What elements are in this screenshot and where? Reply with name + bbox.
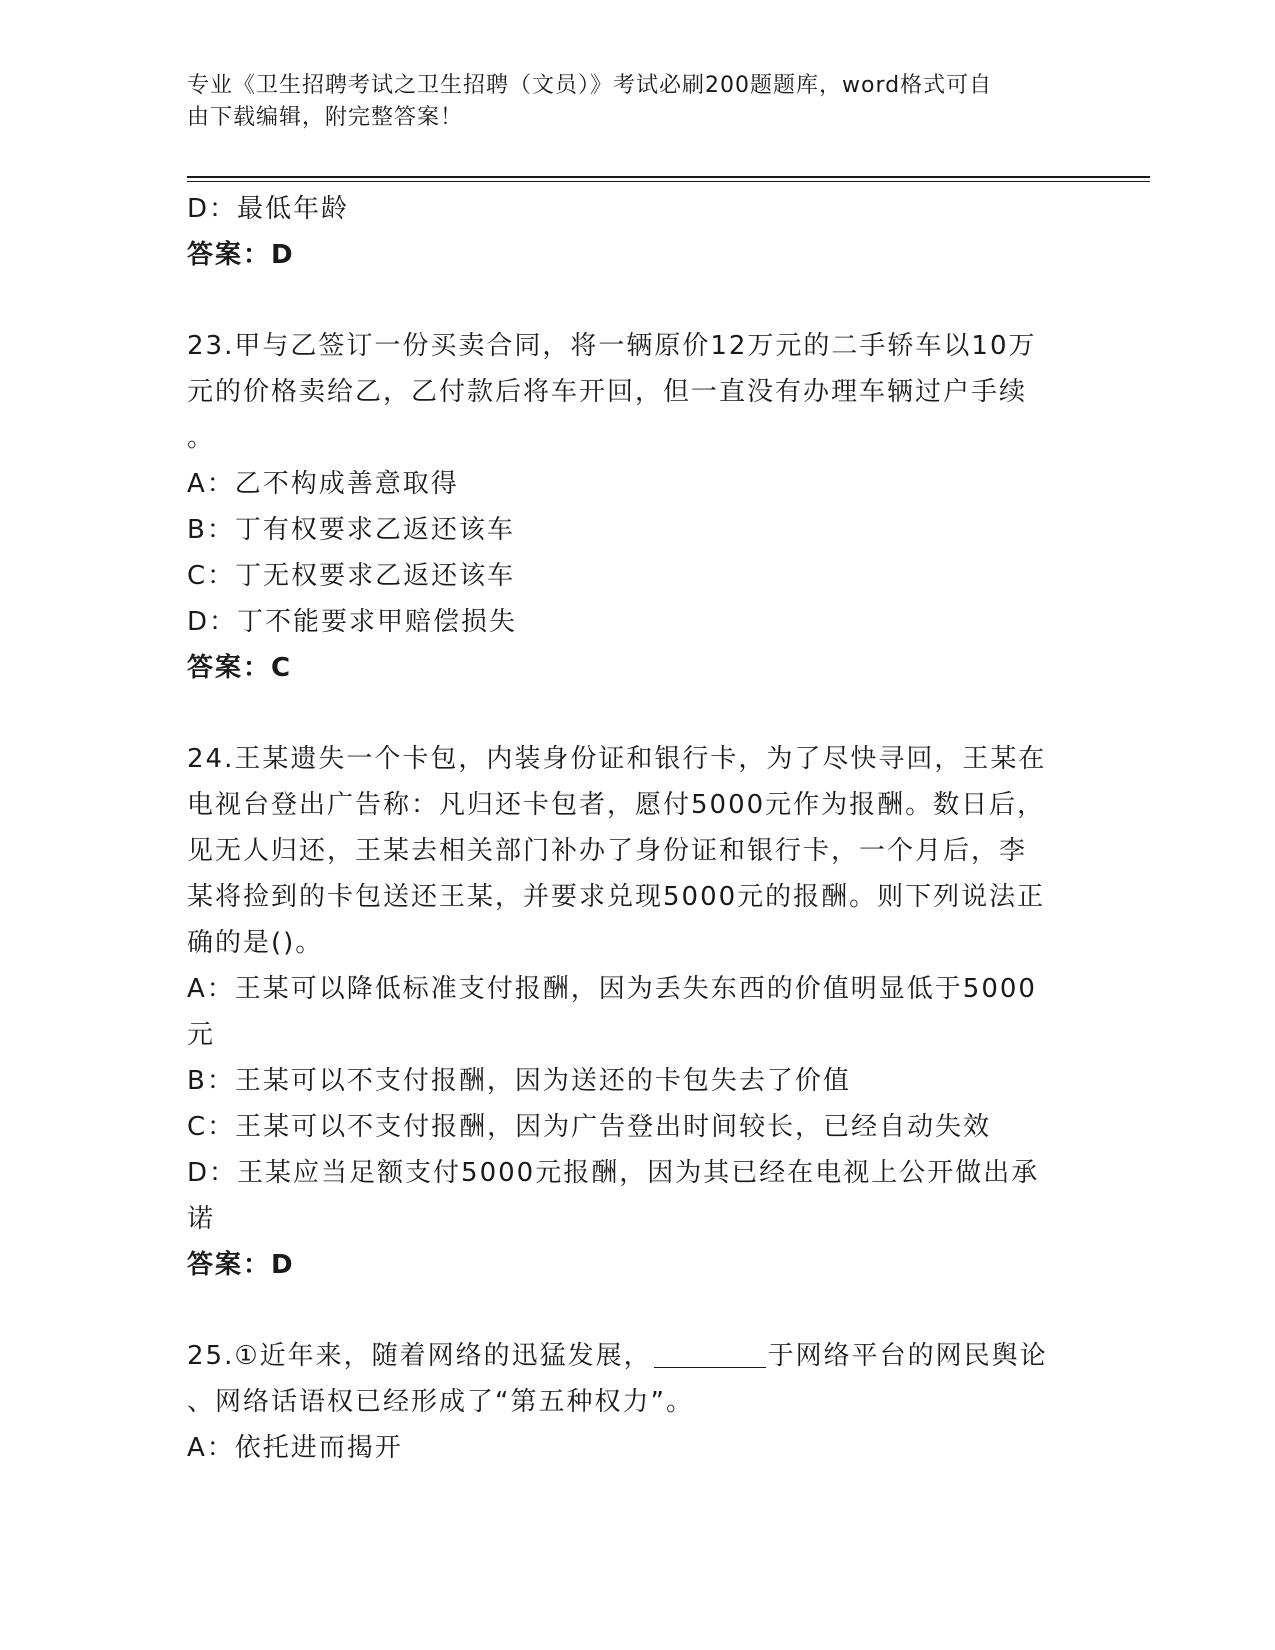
question-text-line: 见无人归还，王某去相关部门补办了身份证和银行卡，一个月后，李 (187, 836, 1028, 866)
question-content (187, 186, 1072, 1471)
spacer (187, 278, 1072, 323)
option-d: D：最低年龄 (187, 194, 350, 224)
question-25 (187, 1333, 1072, 1471)
spacer (187, 691, 1072, 736)
question-text-line: 24.王某遗失一个卡包，内装身份证和银行卡，为了尽快寻回，王某在 (187, 744, 1047, 774)
header-line-1: 专业《卫生招聘考试之卫生招聘（文员）》考试必刷200题题库，word格式可自 (187, 73, 993, 98)
option-d: D：丁不能要求甲赔偿损失 (187, 607, 518, 637)
question-text-after-blank: 于网络平台的网民舆论 (767, 1341, 1048, 1371)
question-text-line: 电视台登出广告称：凡归还卡包者，愿付5000元作为报酬。数日后， (187, 790, 1046, 820)
fill-in-blank (654, 1337, 766, 1368)
option-c: C：王某可以不支付报酬，因为广告登出时间较长，已经自动失效 (187, 1112, 992, 1142)
option-a: A：王某可以降低标准支付报酬，因为丢失东西的价值明显低于5000 (187, 974, 1037, 1004)
question-text-line: 。 (187, 423, 216, 453)
spacer (187, 1288, 1072, 1333)
question-text-line: 某将捡到的卡包送还王某，并要求兑现5000元的报酬。则下列说法正 (187, 882, 1046, 912)
question-text-before-blank: 25.①近年来，随着网络的迅猛发展， (187, 1341, 652, 1371)
question-text-line: 确的是()。 (187, 928, 324, 958)
question-text-line: 、网络话语权已经形成了“第五种权力”。 (187, 1387, 694, 1417)
option-b: B：王某可以不支付报酬，因为送还的卡包失去了价值 (187, 1066, 851, 1096)
header-divider-thick (187, 176, 1150, 178)
option-a-continued: 元 (187, 1020, 216, 1050)
option-b: B：丁有权要求乙返还该车 (187, 515, 515, 545)
answer: 答案：D (187, 240, 295, 270)
option-a: A：依托进而揭开 (187, 1433, 403, 1463)
question-24 (187, 736, 1072, 1288)
question-text-line (187, 1333, 1072, 1379)
option-d: D：王某应当足额支付5000元报酬，因为其已经在电视上公开做出承 (187, 1158, 1040, 1188)
option-d-continued: 诺 (187, 1204, 216, 1234)
header-divider-thin (187, 181, 1150, 182)
question-text-line: 23.甲与乙签订一份买卖合同，将一辆原价12万元的二手轿车以10万 (187, 331, 1037, 361)
answer: 答案：C (187, 653, 293, 683)
option-a: A：乙不构成善意取得 (187, 469, 459, 499)
document-header (187, 70, 1067, 134)
answer: 答案：D (187, 1250, 295, 1280)
option-c: C：丁无权要求乙返还该车 (187, 561, 516, 591)
question-text-line: 元的价格卖给乙，乙付款后将车开回，但一直没有办理车辆过户手续 (187, 377, 1028, 407)
question-23 (187, 323, 1072, 691)
header-line-2: 由下载编辑，附完整答案！ (187, 105, 464, 130)
question-22-tail (187, 186, 1072, 278)
